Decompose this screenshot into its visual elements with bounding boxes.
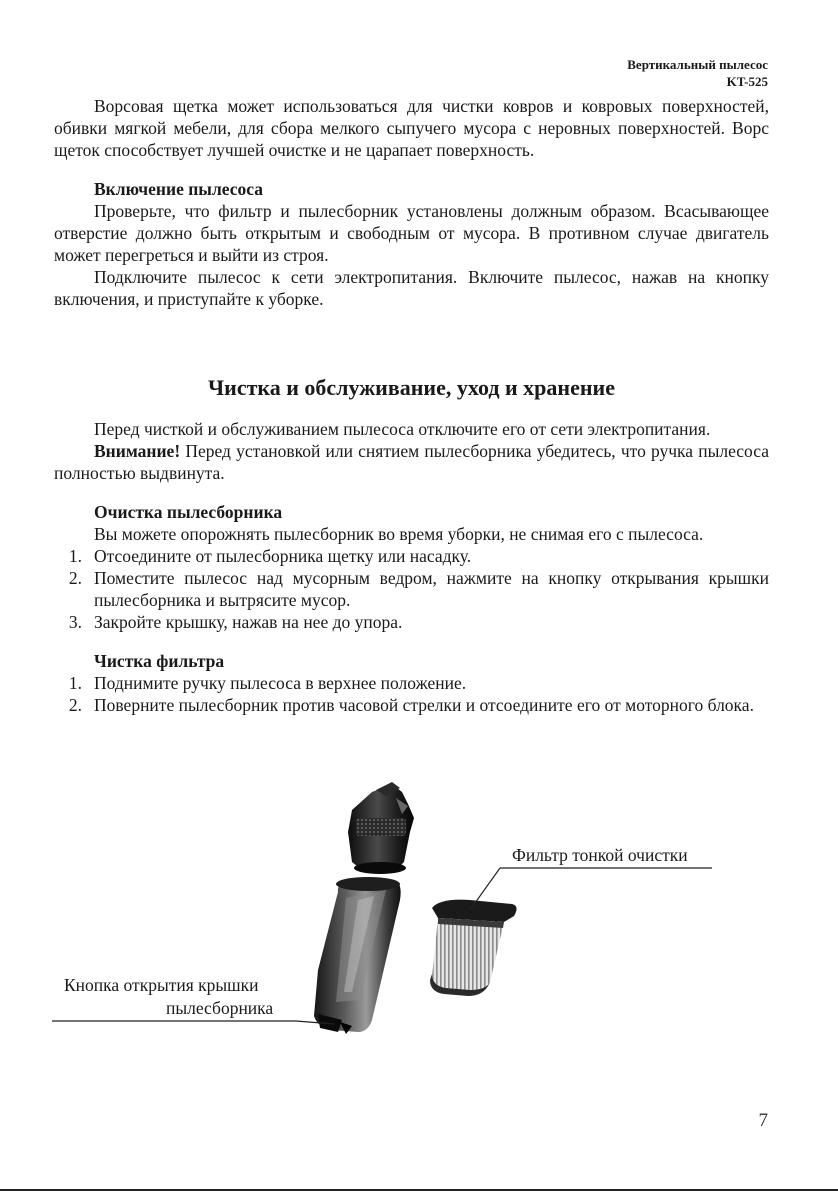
switching-on-paragraph-2: Подключите пылесос к сети электропитания. Включите пылесос, нажав на кнопку включения, и приступайте к уборке. xyxy=(54,267,769,309)
warning-text: Перед установкой или снятием пылесборника убедитесь, что ручка пылесоса полностью выдвинута. xyxy=(54,441,769,483)
bottom-divider xyxy=(0,1189,838,1191)
warning-label: Внимание! xyxy=(94,441,181,461)
switching-on-paragraph-1: Проверьте, что фильтр и пылесборник установлены должным образом. Всасывающее отверстие должно быть открытым и свободным от мусора. В противном случае двигатель может перегреться и выйти из строя. xyxy=(54,201,769,265)
intro-paragraph: Ворсовая щетка может использоваться для чистки ковров и ковровых поверхностей, обивки мягкой мебели, для сбора мелкого сыпучего мусора с неровных поверхностей. Ворс щеток способствует лучшей очистке и не царапает поверхность. xyxy=(54,96,769,160)
dust-container xyxy=(314,877,401,1034)
page-header xyxy=(627,56,768,90)
page-number: 7 xyxy=(758,1110,768,1131)
filter-caption: Фильтр тонкой очистки xyxy=(512,845,688,865)
step-number: 2. xyxy=(68,695,82,715)
header-product: Вертикальный пылесос xyxy=(627,57,768,72)
step-number: 1. xyxy=(68,546,82,566)
button-caption-line-1: Кнопка открытия крышки xyxy=(64,975,259,995)
list-item xyxy=(54,672,769,694)
button-caption-line-2: пылесборника xyxy=(166,998,274,1018)
step-number: 3. xyxy=(68,612,82,632)
vacuum-parts-figure xyxy=(0,770,838,1060)
step-text: Поместите пылесос над мусорным ведром, нажмите на кнопку открывания крышки пылесборника и вытрясите мусор. xyxy=(94,568,769,610)
dust-container-paragraph: Вы можете опорожнять пылесборник во время уборки, не снимая его с пылесоса. xyxy=(94,524,704,544)
dust-container-heading: Очистка пылесборника xyxy=(94,502,283,522)
step-number: 2. xyxy=(68,568,82,588)
switching-on-heading: Включение пылесоса xyxy=(94,179,264,199)
filter-cleaning-steps xyxy=(54,672,769,716)
step-text: Отсоедините от пылесборника щетку или насадку. xyxy=(94,546,472,566)
header-model: KT-525 xyxy=(726,74,768,89)
step-text: Поверните пылесборник против часовой стрелки и отсоедините его от моторного блока. xyxy=(94,695,754,715)
filter-cleaning-heading: Чистка фильтра xyxy=(94,651,225,671)
step-text: Поднимите ручку пылесоса в верхнее положение. xyxy=(94,673,467,693)
dust-container-steps xyxy=(54,545,769,633)
maintenance-title: Чистка и обслуживание, уход и хранение xyxy=(208,375,615,400)
vacuum-parts-illustration xyxy=(0,770,838,1060)
list-item xyxy=(54,545,769,567)
step-text: Закройте крышку, нажав на нее до упора. xyxy=(94,612,403,632)
list-item xyxy=(54,694,769,716)
maintenance-warning xyxy=(54,440,769,484)
motor-block xyxy=(348,782,414,874)
maintenance-paragraph-1: Перед чисткой и обслуживанием пылесоса отключите его от сети электропитания. xyxy=(94,419,711,439)
list-item xyxy=(54,567,769,611)
fine-filter xyxy=(430,900,517,996)
list-item xyxy=(54,611,769,633)
step-number: 1. xyxy=(68,673,82,693)
page-content xyxy=(54,95,769,716)
